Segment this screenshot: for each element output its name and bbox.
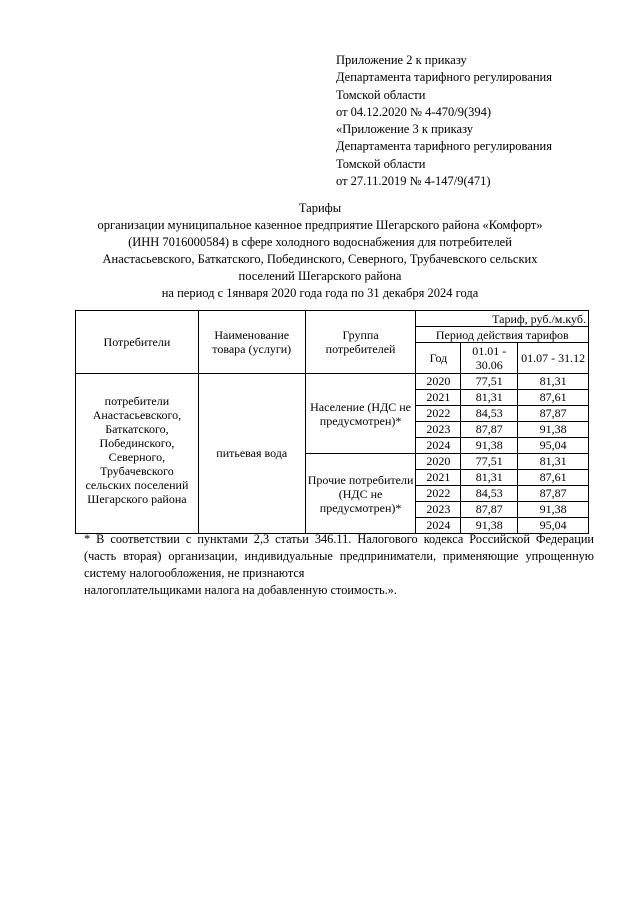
group-other-consumers-cell: Прочие потребители (НДС не предусмотрен)* (305, 454, 416, 534)
tariffs-table (75, 310, 589, 534)
tariff-first-half-cell: 77,51 (461, 374, 518, 390)
header-line: Томской области (336, 156, 426, 171)
header-line: «Приложение 3 к приказу (336, 122, 474, 137)
tariff-second-half-cell: 81,31 (518, 454, 589, 470)
col-header-goods: Наименование товара (услуги) (198, 311, 305, 374)
tariff-second-half-cell: 87,87 (518, 406, 589, 422)
year-cell: 2023 (416, 422, 461, 438)
year-cell: 2020 (416, 374, 461, 390)
col-header-second-half: 01.07 - 31.12 (518, 343, 589, 374)
header-line: Приложение 2 к приказу (336, 53, 467, 67)
goods-cell: питьевая вода (198, 374, 305, 534)
header-line: Департамента тарифного регулирования (336, 70, 552, 85)
header-line: от 04.12.2020 № 4-470/9(394) (336, 104, 492, 119)
header-line: Департамента тарифного регулирования (336, 139, 552, 154)
group-population-cell: Население (НДС не предусмотрен)* (305, 374, 416, 454)
tariff-first-half-cell: 87,87 (461, 422, 518, 438)
year-cell: 2024 (416, 438, 461, 454)
col-header-tariff: Тариф, руб./м.куб. (416, 311, 589, 327)
title-line: поселений Шегарского района (238, 269, 402, 283)
tariff-second-half-cell: 87,87 (518, 486, 589, 502)
table-row (76, 374, 589, 390)
document-title (70, 200, 570, 302)
tariff-first-half-cell: 81,31 (461, 390, 518, 406)
tariff-first-half-cell: 87,87 (461, 502, 518, 518)
title-line: на период с 1января 2020 года года по 31 декабря 2024 года (161, 286, 479, 300)
year-cell: 2020 (416, 454, 461, 470)
title-line: (ИНН 7016000584) в сфере холодного водоснабжения для потребителей (128, 235, 512, 249)
tariff-first-half-cell: 84,53 (461, 486, 518, 502)
table-header-row (76, 311, 589, 327)
consumers-cell: потребители Анастасьевского, Баткатского, Побединского, Северного, Трубачевского сельских поселений Шегарского района (76, 374, 199, 534)
order-reference-header (336, 52, 626, 190)
title-line: организации муниципальное казенное предприятие Шегарского района «Комфорт» (97, 218, 543, 232)
tariff-second-half-cell: 95,04 (518, 518, 589, 534)
title-heading: Тарифы (298, 201, 342, 215)
tariff-second-half-cell: 91,38 (518, 422, 589, 438)
col-header-first-half: 01.01 - 30.06 (461, 343, 518, 374)
col-header-consumers: Потребители (76, 311, 199, 374)
tariff-first-half-cell: 81,31 (461, 470, 518, 486)
col-header-year: Год (416, 343, 461, 374)
tariff-second-half-cell: 95,04 (518, 438, 589, 454)
tariff-second-half-cell: 81,31 (518, 374, 589, 390)
tariff-first-half-cell: 91,38 (461, 438, 518, 454)
tariff-second-half-cell: 91,38 (518, 502, 589, 518)
year-cell: 2022 (416, 406, 461, 422)
tariff-first-half-cell: 84,53 (461, 406, 518, 422)
footnote-text: * В соответствии с пунктами 2,3 статьи 346.11. Налогового кодекса Российской Федерации (часть вторая) организации, индивидуальные предприниматели, применяющие упрощенную систему налогообложения, не признаются (84, 532, 594, 580)
year-cell: 2023 (416, 502, 461, 518)
tariff-first-half-cell: 91,38 (461, 518, 518, 534)
year-cell: 2021 (416, 470, 461, 486)
col-header-group: Группа потребителей (305, 311, 416, 374)
title-line: Анастасьевского, Баткатского, Побединского, Северного, Трубачевского сельских (102, 252, 538, 266)
tariff-second-half-cell: 87,61 (518, 470, 589, 486)
header-line: Томской области (336, 87, 426, 102)
header-line: от 27.11.2019 № 4-147/9(471) (336, 174, 491, 189)
tariff-first-half-cell: 77,51 (461, 454, 518, 470)
year-cell: 2021 (416, 390, 461, 406)
year-cell: 2022 (416, 486, 461, 502)
vat-footnote (84, 531, 594, 599)
footnote-text-end: налогоплательщиками налога на добавленную стоимость.». (84, 583, 397, 597)
tariff-second-half-cell: 87,61 (518, 390, 589, 406)
year-cell: 2024 (416, 518, 461, 534)
col-header-period: Период действия тарифов (416, 327, 589, 343)
